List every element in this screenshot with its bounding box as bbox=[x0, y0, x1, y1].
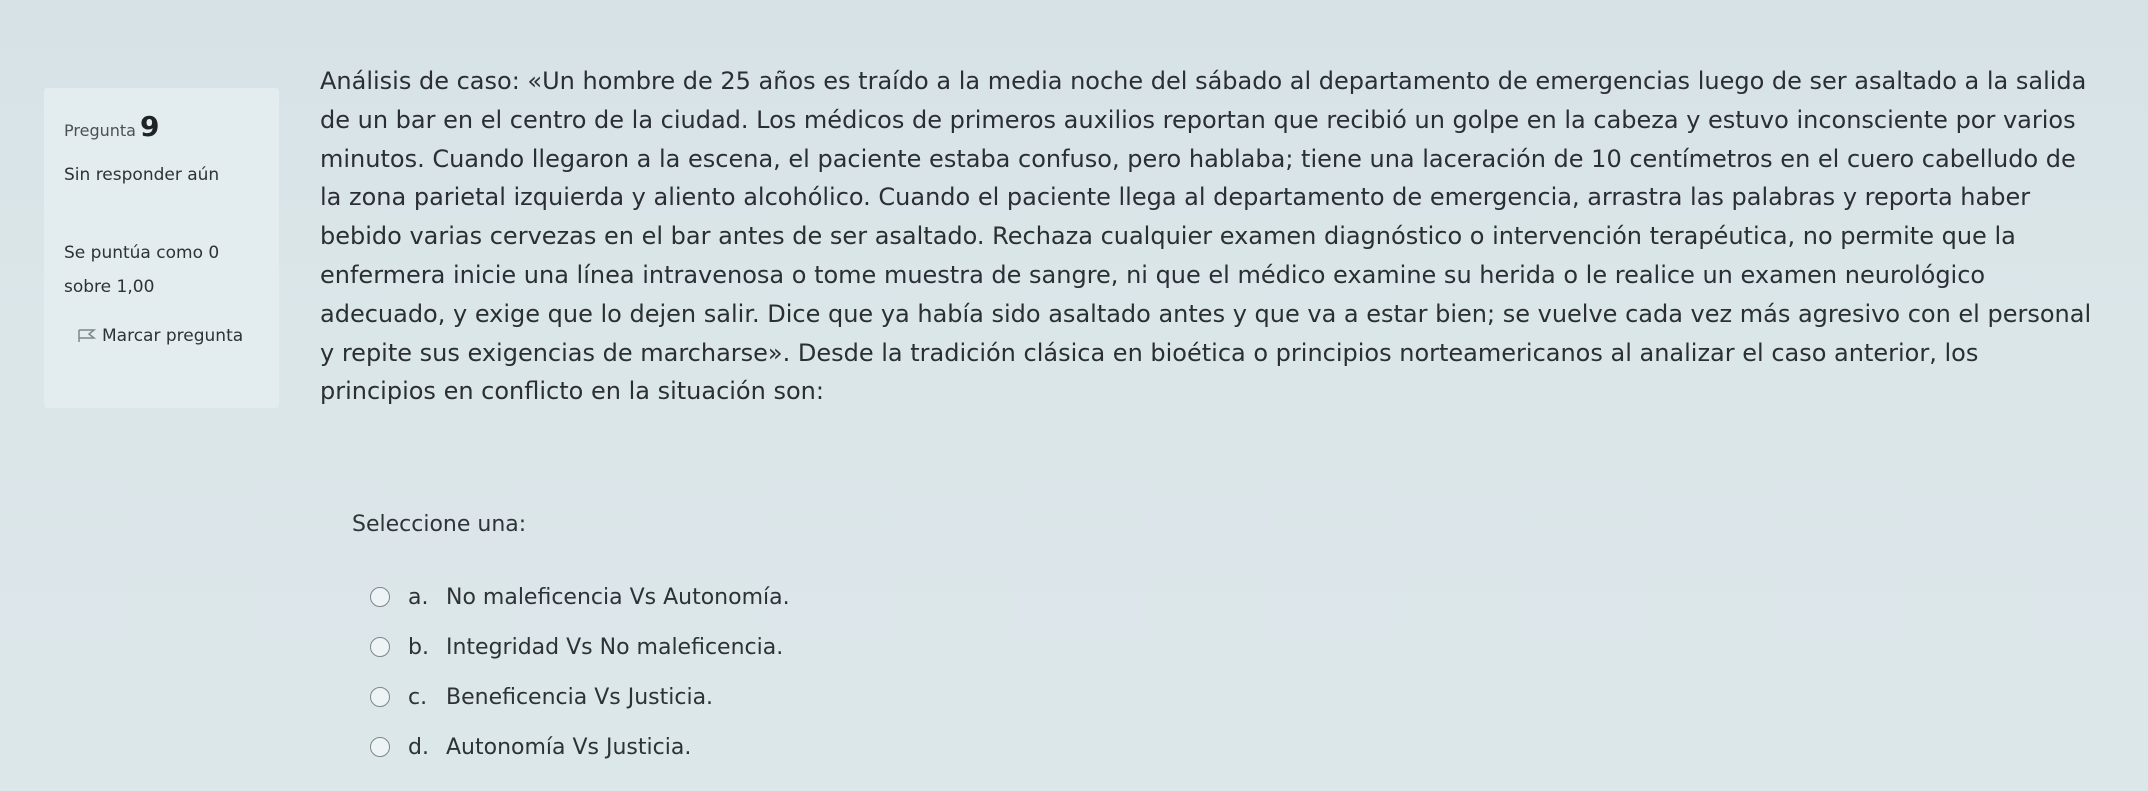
answer-letter: c. bbox=[408, 684, 428, 710]
question-text: Análisis de caso: «Un hombre de 25 años es traído a la media noche del sábado al departamento de emergencias luego de ser asaltado a la salida de un bar en el centro de la ciudad. Los médicos de primeros auxilios reportan que recibió un golpe en la cabeza y estuvo inconsciente por varios minutos. Cuando llegaron a la escena, el paciente estaba confuso, pero hablaba; tiene una laceración de 10 centímetros en el cuero cabelludo de la zona parietal izquierda y aliento alcohólico. Cuando el paciente llega al departamento de emergencia, arrastra las palabras y reporta haber bebido varias cervezas en el bar antes de ser asaltado. Rechaza cualquier examen diagnóstico o intervención terapéutica, no permite que la enfermera inicie una línea intravenosa o tome muestra de sangre, ni que el médico examine su herida o le realice un examen neurológico adecuado, y exige que lo dejen salir. Dice que ya había sido asaltado antes y que va a estar bien; se vuelve cada vez más agresivo con el personal y repite sus exigencias de marcharse». Desde la tradición clásica en bioética o principios norteamericanos al analizar el caso anterior, los principios en conflicto en la situación son: bbox=[320, 67, 2092, 406]
answer-text: Autonomía Vs Justicia. bbox=[446, 734, 692, 760]
answer-text: Integridad Vs No maleficencia. bbox=[446, 634, 784, 660]
radio-button-d[interactable] bbox=[370, 737, 390, 757]
radio-button-c[interactable] bbox=[370, 687, 390, 707]
answer-prompt: Seleccione una: bbox=[352, 512, 527, 537]
question-text-block bbox=[320, 62, 2100, 411]
answer-letter: b. bbox=[408, 634, 429, 660]
answer-option-a[interactable] bbox=[370, 572, 1270, 622]
answer-option-d[interactable] bbox=[370, 722, 1270, 772]
answer-option-c[interactable] bbox=[370, 672, 1270, 722]
radio-button-a[interactable] bbox=[370, 587, 390, 607]
flag-label: Marcar pregunta bbox=[102, 326, 244, 346]
answer-text: Beneficencia Vs Justicia. bbox=[446, 684, 714, 710]
flag-outline-icon bbox=[78, 329, 96, 343]
answer-list bbox=[370, 572, 1270, 772]
flag-question-button[interactable] bbox=[64, 318, 264, 354]
question-grade: Se puntúa como 0 sobre 1,00 bbox=[64, 243, 220, 297]
answer-letter: d. bbox=[408, 734, 429, 760]
question-state: Sin responder aún bbox=[64, 165, 220, 185]
answer-option-b[interactable] bbox=[370, 622, 1270, 672]
question-info-panel bbox=[44, 88, 279, 408]
question-number: 9 bbox=[139, 110, 160, 143]
answer-text: No maleficencia Vs Autonomía. bbox=[446, 584, 790, 610]
question-number-line bbox=[64, 110, 159, 143]
radio-button-b[interactable] bbox=[370, 637, 390, 657]
answer-letter: a. bbox=[408, 584, 429, 610]
question-label: Pregunta bbox=[64, 121, 136, 140]
